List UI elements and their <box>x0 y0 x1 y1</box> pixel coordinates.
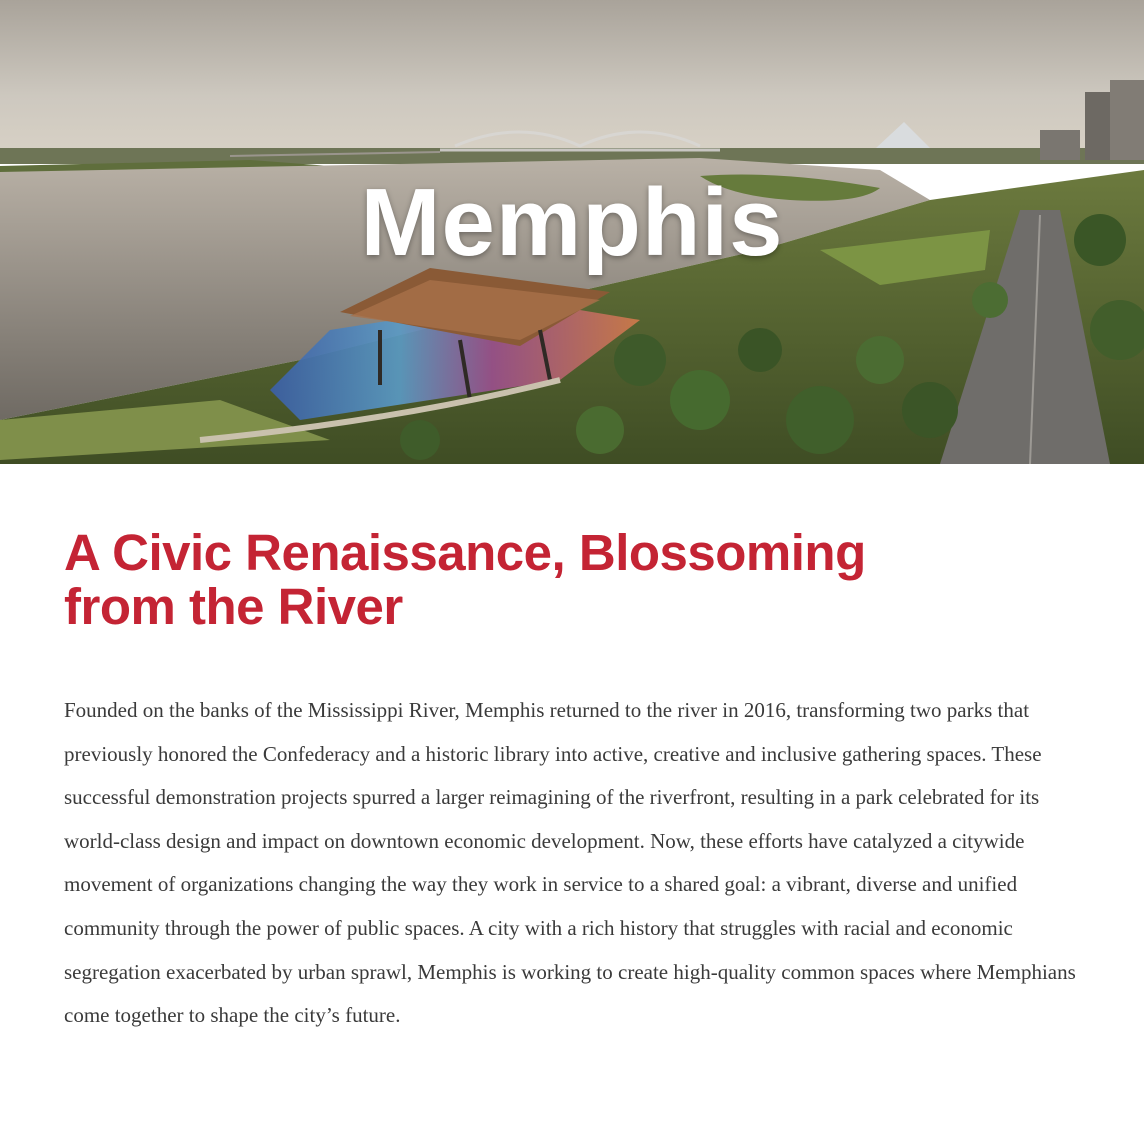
hero-title: Memphis <box>360 169 784 276</box>
headline-line-1: A Civic Renaissance, Blossoming <box>64 524 866 581</box>
headline-line-2: from the River <box>64 578 403 635</box>
article-headline <box>64 526 1080 634</box>
article-body: Founded on the banks of the Mississippi River, Memphis returned to the river in 2016, transforming two parks that previously honored the Confederacy and a historic library into active, creative and inclusive gathering spaces. These successful demonstration projects spurred a larger reimagining of the riverfront, resulting in a park celebrated for its world-class design and impact on downtown economic development. Now, these efforts have catalyzed a citywide movement of organizations changing the way they work in service to a shared goal: a vibrant, diverse and unified community through the power of public spaces. A city with a rich history that struggles with racial and economic segregation exacerbated by urban sprawl, Memphis is working to create high-quality common spaces where Memphians come together to shape the city’s future. <box>64 698 1076 1028</box>
article <box>0 526 1144 1038</box>
hero-banner <box>0 0 1144 464</box>
